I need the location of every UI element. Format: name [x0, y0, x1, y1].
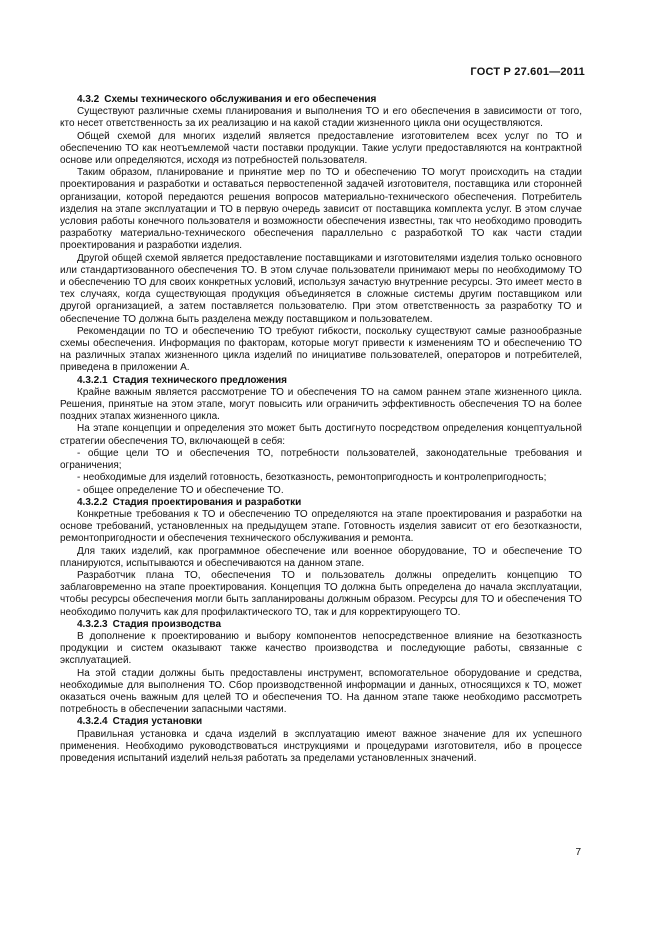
paragraph: Разработчик плана ТО, обеспечения ТО и пользователь должны определить концепцию ТО заблаговременно на этапе проектирования. Концепция ТО должна быть определена до начала эксплуатации, чтобы ресурсы обеспечения могли быть запланированы должным образом. Ресурсы для ТО и обеспечения ТО необходимо получить как для профилактического ТО, так и для корректирующего ТО.: [60, 569, 582, 618]
subsection-number: 4.3.2.3: [77, 618, 108, 630]
section-number: 4.3.2: [77, 94, 100, 105]
paragraph: Правильная установка и сдача изделий в эксплуатацию имеют важное значение для их успешного применения. Необходимо руководствоваться инструкциями и процедурами изготовителя, ибо в процессе проведения испытаний изделий нельзя работать за пределами установленных значений.: [60, 728, 582, 764]
subsection-heading: [60, 375, 582, 387]
subsection-number: 4.3.2.4: [77, 716, 108, 728]
subsection-heading: [60, 716, 582, 728]
section-heading: [60, 94, 582, 106]
subsection-title: Стадия проектирования и разработки: [112, 496, 302, 508]
list-item: - общее определение ТО и обеспечение ТО.: [77, 484, 284, 496]
section-title: Схемы технического обслуживания и его обеспечения: [104, 94, 377, 105]
subsection-title: Стадия установки: [112, 716, 203, 728]
subsection-title: Стадия производства: [112, 618, 222, 630]
subsection-number: 4.3.2.1: [77, 374, 108, 386]
paragraph: Для таких изделий, как программное обеспечение или военное оборудование, ТО и обеспечение ТО планируются, испытываются и обеспечиваются на данном этапе.: [60, 545, 582, 569]
paragraph: Другой общей схемой является предоставление поставщиками и изготовителями изделия только основного или стандартизованного обеспечения ТО. В этом случае пользователи принимают меры по необходимому ТО и обеспечению ТО для своих конкретных условий, используя зачастую внутренние ресурсы. Это имеет место в тех случаях, когда существующая продукция объединяется в сложные системы другим поставщиком или другой организацией, а затем поставляется пользователю. При этом ответственность за разработку ТО и обеспечение ТО должна быть разделена между поставщиком и пользователем.: [60, 252, 582, 325]
paragraph: Конкретные требования к ТО и обеспечению ТО определяются на этапе проектирования и разработки на основе требований, установленных на предыдущем этапе. Готовность изделия зависит от его безотказности, ремонтопригодности и обеспечения технического обслуживания и ремонта.: [60, 508, 582, 545]
page-number: 7: [575, 847, 581, 858]
paragraph: Общей схемой для многих изделий является предоставление изготовителем всех услуг по ТО и обеспечению ТО как неотъемлемой части поставки продукции. Такие услуги предоставляются на контрактной основе или определяются, исходя из потребностей пользователя.: [60, 130, 582, 167]
list-item: - общие цели ТО и обеспечения ТО, потребности пользователей, законодательные требования и ограничения;: [60, 447, 582, 472]
paragraph: На этапе концепции и определения это может быть достигнуто посредством определения концептуальной стратегии обеспечения ТО, включающей в себя:: [60, 423, 582, 447]
paragraph: Существуют различные схемы планирования и выполнения ТО и его обеспечения в зависимости от того, кто несет ответственность за их реализацию и на какой стадии жизненного цикла они осуществляются.: [60, 106, 582, 130]
subsection-heading: [60, 619, 582, 631]
paragraph: На этой стадии должны быть предоставлены инструмент, вспомогательное оборудование и средства, необходимые для выполнения ТО. Сбор производственной информации и данных, относящихся к ТО, может оказаться очень важным для целей ТО и обеспечения ТО. На данном этапе также необходимо рассмотреть потребность в обеспечении запасными частями.: [60, 667, 582, 716]
document-body: [60, 94, 582, 765]
subsection-title: Стадия технического предложения: [112, 374, 287, 386]
subsection-number: 4.3.2.2: [77, 496, 108, 508]
document-code: ГОСТ Р 27.601—2011: [470, 66, 585, 78]
paragraph: Таким образом, планирование и принятие мер по ТО и обеспечению ТО могут происходить на стадии проектирования и разработки и оставаться первостепенной задачей изготовителя, поставщика или сторонней организации, которой передаются решения вопросов материально-технического обеспечения. Потребитель изделия на этапе эксплуатации и ТО в первую очередь зависит от поставщика комплекта услуг. В этом случае условия работы конечного пользователя и возможности обеспечения известны, так что необходимо проводить разработку материально-технического обеспечения параллельно с разработкой ТО как части стадии проектирования и разработки изделия.: [60, 167, 582, 252]
paragraph: Рекомендации по ТО и обеспечению ТО требуют гибкости, поскольку существуют самые разнообразные схемы обеспечения. Информация по факторам, которые могут привести к изменениям ТО и обеспечению ТО на различных этапах жизненного цикла изделий по инициативе пользователей, операторов и потребителей, приведена в приложении А.: [60, 325, 582, 374]
list-item: - необходимые для изделий готовность, безотказность, ремонтопригодность и контролепригодность;: [77, 472, 547, 484]
paragraph: Крайне важным является рассмотрение ТО и обеспечения ТО на самом раннем этапе жизненного цикла. Решения, принятые на этом этапе, могут повысить или ограничить эффективность обеспечения ТО на более поздних этапах жизненного цикла.: [60, 386, 582, 423]
subsection-heading: [60, 497, 582, 509]
paragraph: В дополнение к проектированию и выбору компонентов непосредственное влияние на безотказность продукции и систем оказывают также качество производства и последующие работы, связанные с эксплуатацией.: [60, 630, 582, 667]
